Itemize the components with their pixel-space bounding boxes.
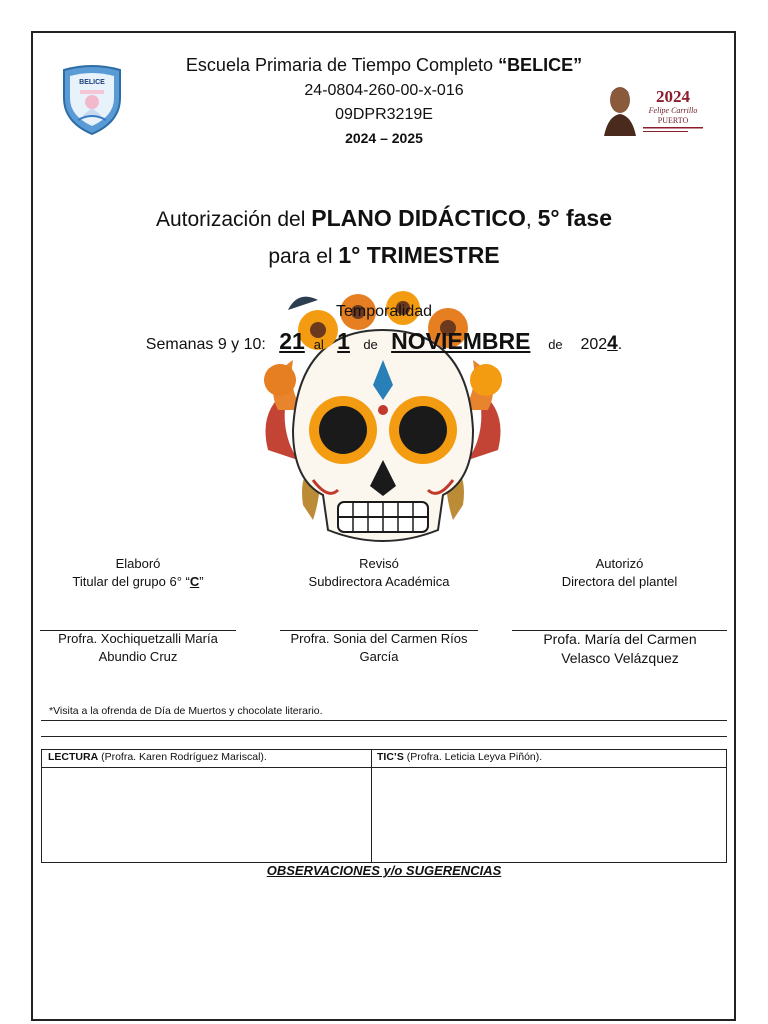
tics-header bbox=[377, 751, 542, 763]
title-trimestre: 1° TRIMESTRE bbox=[338, 242, 500, 268]
school-code: 24-0804-260-00-x-016 bbox=[304, 82, 464, 99]
note-line-2 bbox=[41, 736, 727, 737]
school-cct: 09DPR3219E bbox=[335, 106, 433, 123]
elaboro-group: C bbox=[189, 574, 200, 589]
school-name-bold: “BELICE” bbox=[498, 55, 583, 75]
month: NOVIEMBRE bbox=[391, 328, 531, 354]
year-last-digit: 4 bbox=[607, 333, 618, 354]
observations-divider bbox=[371, 750, 372, 862]
school-name-prefix: Escuela Primaria de Tiempo Completo bbox=[185, 55, 499, 75]
elaboro-position-suffix: ” bbox=[199, 574, 204, 589]
document-title-line1 bbox=[80, 205, 688, 232]
reviso-name: Profra. Sonia del Carmen Ríos García bbox=[290, 631, 468, 664]
elaboro-role: Elaboró bbox=[115, 556, 161, 571]
de-label-2: de bbox=[548, 337, 563, 352]
reviso-position: Subdirectora Académica bbox=[308, 574, 450, 589]
school-cycle: 2024 – 2025 bbox=[345, 130, 423, 146]
note-text: *Visita a la ofrenda de Día de Muertos y chocolate literario. bbox=[49, 705, 323, 717]
observations-title: OBSERVACIONES y/o SUGERENCIAS bbox=[266, 863, 502, 878]
temporalidad-label: Temporalidad bbox=[335, 303, 433, 320]
temporalidad-row bbox=[30, 328, 738, 355]
tics-label: TIC’S bbox=[377, 751, 404, 763]
logo-right-name2: PUERTO bbox=[657, 116, 689, 125]
de-label-1: de bbox=[363, 337, 378, 352]
tics-teacher: (Profra. Leticia Leyva Piñón). bbox=[403, 751, 543, 763]
autorizo-name: Profa. María del Carmen Velasco Velázquez bbox=[543, 631, 697, 666]
document-title-line2 bbox=[80, 242, 688, 269]
observations-table bbox=[41, 749, 727, 863]
signature-elaboro bbox=[40, 555, 236, 591]
autorizo-position: Directora del plantel bbox=[561, 574, 678, 589]
school-name bbox=[130, 55, 638, 76]
title-plano: PLANO DIDÁCTICO bbox=[311, 205, 526, 231]
title-comma: , bbox=[525, 208, 538, 231]
title-fase: 5° fase bbox=[537, 205, 613, 231]
logo-right-year: 2024 bbox=[656, 87, 690, 106]
school-shield-logo-icon bbox=[58, 64, 126, 136]
al-label: al bbox=[313, 337, 324, 352]
year-prefix: 202 bbox=[580, 336, 608, 353]
semanas-label: Semanas 9 y 10: bbox=[145, 336, 266, 353]
title2-prefix: para el bbox=[268, 245, 339, 268]
logo-left-text: BELICE bbox=[79, 79, 105, 86]
signature-autorizo bbox=[512, 555, 727, 591]
elaboro-position-prefix: Titular del grupo 6° “ bbox=[72, 574, 190, 589]
title-prefix: Autorización del bbox=[155, 208, 312, 231]
year-period: . bbox=[617, 336, 623, 353]
lectura-teacher: (Profra. Karen Rodríguez Mariscal). bbox=[98, 751, 267, 763]
logo-right-name1: Felipe Carrillo bbox=[648, 106, 698, 115]
autorizo-role: Autorizó bbox=[595, 556, 644, 571]
lectura-header bbox=[48, 751, 267, 763]
reviso-role: Revisó bbox=[359, 556, 399, 571]
note-line-1 bbox=[41, 720, 727, 721]
signature-reviso bbox=[280, 555, 478, 591]
lectura-label: LECTURA bbox=[48, 751, 99, 763]
day-end: 1 bbox=[337, 328, 350, 354]
day-start: 21 bbox=[279, 328, 305, 354]
elaboro-name: Profra. Xochiquetzalli María Abundio Cruz bbox=[58, 631, 218, 664]
elaboro-position bbox=[40, 573, 236, 591]
